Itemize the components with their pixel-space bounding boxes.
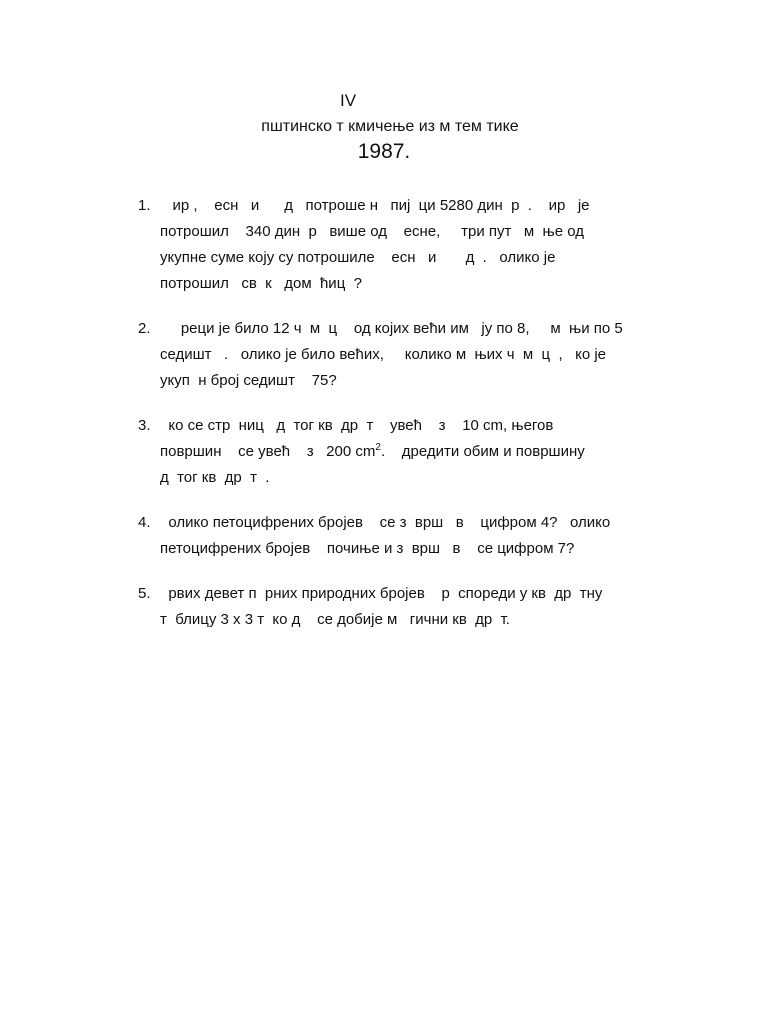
- problem-number: 1.: [138, 197, 151, 214]
- problem-text-line: д тог кв др т .: [160, 469, 270, 486]
- problem-number: 2.: [138, 320, 151, 337]
- problem-4: [138, 510, 618, 562]
- area-text-tail: . дредити обим и површину: [380, 443, 585, 460]
- superscript-exponent: 2: [375, 442, 381, 453]
- problem-number: 4.: [138, 514, 151, 531]
- problem-text-line: ир , есн и д потроше н пиј ци 5280 дин р . ир је: [160, 197, 590, 214]
- problem-text-line: реци је било 12 ч м ц од којих већи им ју по 8, м њи по 5: [160, 320, 623, 337]
- problem-text-line: олико петоцифрених бројев се з врш в цифром 4? олико: [160, 514, 611, 531]
- problem-text-line: т блицу 3 х 3 т ко д се добије м гични кв др т.: [160, 611, 510, 628]
- problem-text-line: петоцифрених бројев почиње и з врш в се цифром 7?: [160, 540, 575, 557]
- problem-text-line: седишт . олико је било већих, колико м њих ч м ц , ко је: [160, 346, 607, 363]
- competition-edition: IV: [339, 91, 357, 110]
- problem-number: 5.: [138, 585, 151, 602]
- problem-number: 3.: [138, 417, 151, 434]
- area-text: површин се увећ з 200 cm: [160, 443, 376, 460]
- problem-text-line: потрошил св к дом ћиц ?: [160, 275, 362, 292]
- problem-text-line: ко се стр ниц д тог кв др т увећ з 10 cm, његов: [160, 417, 554, 434]
- problem-2: [138, 316, 623, 394]
- problem-text-line: укуп н број седишт 75?: [160, 372, 337, 389]
- problem-text-line: потрошил 340 дин р више од есне, три пут м ње од: [160, 223, 584, 240]
- problem-text-line-with-superscript: [138, 439, 618, 465]
- problem-list: [138, 193, 623, 652]
- problem-text-line: укупне суме коју су потрошиле есн и д . олико је: [160, 249, 556, 266]
- problem-3: [138, 413, 618, 491]
- competition-year: 1987.: [357, 140, 411, 163]
- problem-text-line: рвих девет п рних природних бројев р спореди у кв др тну: [160, 585, 603, 602]
- problem-1: [138, 193, 618, 297]
- problem-5: [138, 581, 618, 633]
- competition-title: пштинско т кмичење из м тем тике: [261, 118, 519, 135]
